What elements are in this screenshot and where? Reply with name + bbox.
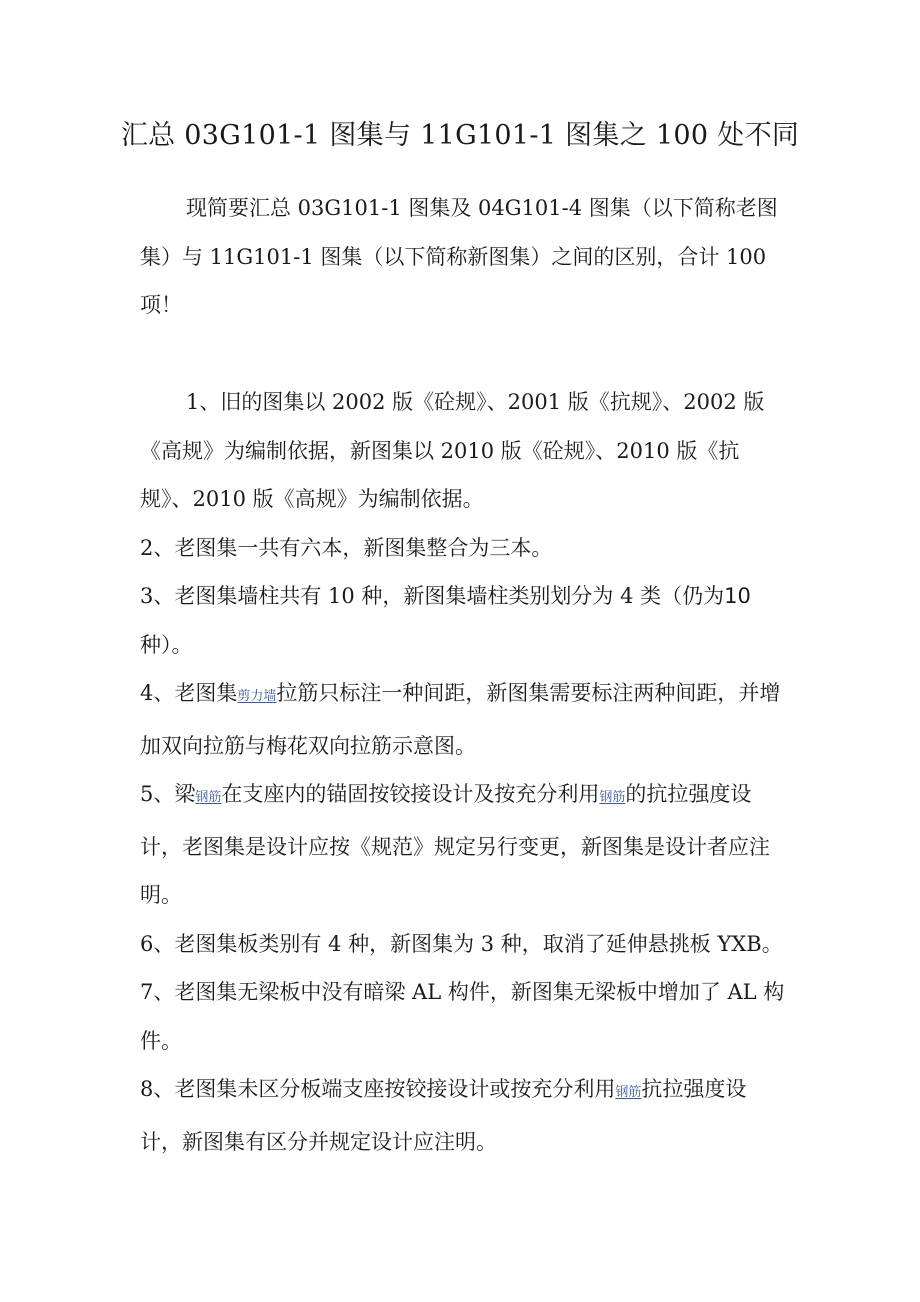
- item-3-text-b: 种）。: [140, 632, 193, 657]
- keyword-link-shear-wall[interactable]: 剪力墙: [237, 689, 277, 704]
- item-2: 2、老图集一共有六本，新图集整合为三本。: [140, 535, 553, 560]
- keyword-link-rebar[interactable]: 钢筋: [195, 790, 222, 805]
- intro-paragraph: 现简要汇总 03G101-1 图集及 04G101-4 图集（以下简称老图集）与 11G101-1 图集（以下简称新图集）之间的区别，合计 100 项！: [140, 196, 778, 317]
- item-8-text-b: 抗拉强度设计，新图集有区分并规定设计应注明。: [140, 1077, 747, 1154]
- item-5-text-b: 在支座内的锚固按铰接设计及按充分利用: [221, 782, 600, 806]
- item-4-text-a: 4、老图集: [140, 681, 238, 705]
- blank-line: [140, 330, 785, 379]
- item-5-text-c: 的抗拉强度设计，老图集是设计应按《规范》规定另行变更，新图集是设计者应注明。: [140, 782, 770, 907]
- item-7: 7、老图集无梁板中没有暗梁 AL 构件，新图集无梁板中增加了 AL 构件。: [140, 980, 785, 1053]
- item-3-number: 10: [724, 584, 751, 608]
- item-6: 6、老图集板类别有 4 种，新图集为 3 种，取消了延伸悬挑板 YXB。: [140, 931, 783, 956]
- document-body: [140, 184, 785, 1166]
- keyword-link-rebar[interactable]: 钢筋: [615, 1085, 642, 1100]
- item-8-text-a: 8、老图集未区分板端支座按铰接设计或按充分利用: [140, 1077, 616, 1101]
- item-5-text-a: 5、梁: [140, 782, 196, 806]
- item-5: [140, 770, 785, 920]
- keyword-link-rebar[interactable]: 钢筋: [599, 790, 626, 805]
- item-8: [140, 1065, 785, 1166]
- item-4: [140, 669, 785, 770]
- item-4-text-b: 拉筋只标注一种间距，新图集需要标注两种间距，并增加双向拉筋与梅花双向拉筋示意图。: [140, 681, 781, 758]
- item-1: 1、旧的图集以 2002 版《砼规》、2001 版《抗规》、2002 版《高规》为编制依据，新图集以 2010 版《砼规》、2010 版《抗规》、2010 版《高规》为编制依据。: [140, 390, 765, 511]
- item-3: [140, 572, 785, 669]
- item-3-text-a: 3、老图集墙柱共有 10 种，新图集墙柱类别划分为 4 类（仍为: [140, 584, 725, 608]
- document-title: 汇总 03G101-1 图集与 11G101-1 图集之 100 处不同: [120, 120, 800, 151]
